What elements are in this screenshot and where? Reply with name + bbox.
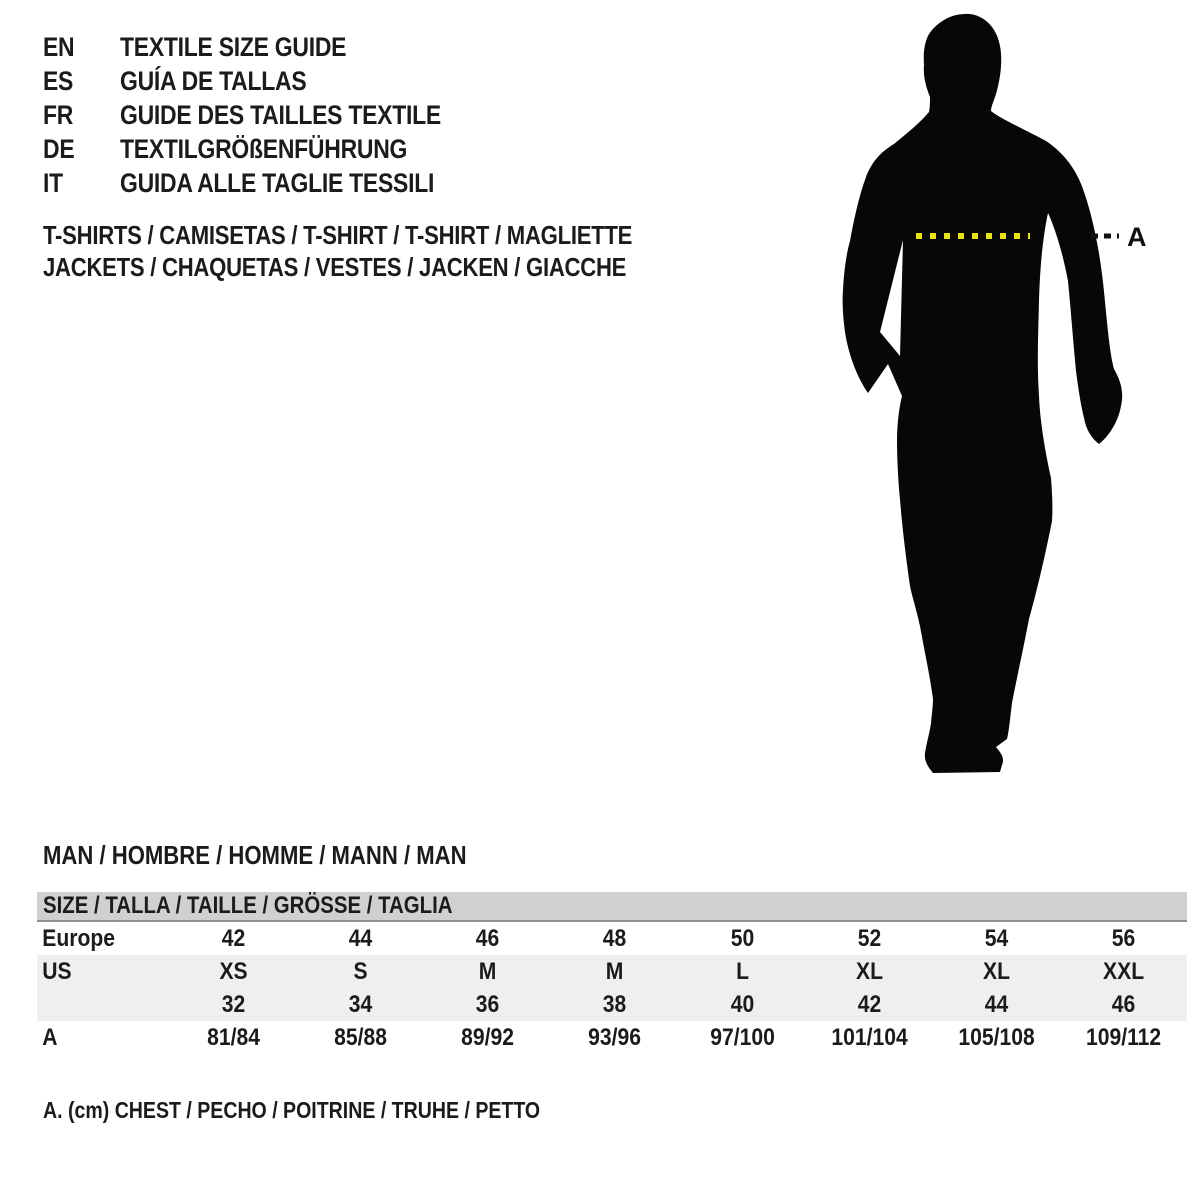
size-cell: 44 [984,990,1009,1018]
size-cell: L [735,957,749,985]
size-cell: 89/92 [461,1023,515,1051]
man-silhouette [840,0,1160,790]
language-list [43,30,498,200]
size-cell: XS [219,957,248,985]
size-cell: 101/104 [831,1023,908,1051]
size-table-header: SIZE / TALLA / TAILLE / GRÖSSE / TAGLIA [37,892,1187,922]
size-cell: S [353,957,368,985]
language-title: GUÍA DE TALLAS [120,66,307,96]
language-code: FR [43,100,74,130]
table-row-numeric [37,988,1187,1021]
language-code: IT [43,168,63,198]
size-cell: 97/100 [709,1023,775,1051]
size-cell: 38 [603,990,627,1018]
size-cell: 85/88 [334,1023,388,1051]
garment-categories [43,219,736,283]
table-row-chest [37,1021,1187,1054]
measurement-figure [840,0,1160,790]
category-line-tshirts: T-SHIRTS / CAMISETAS / T-SHIRT / T-SHIRT / MAGLIETTE [43,220,633,250]
language-title: GUIDE DES TAILLES TEXTILE [120,100,441,130]
size-cell: 81/84 [207,1023,260,1051]
size-cell: M [479,957,497,985]
size-cell: 32 [221,990,246,1018]
size-cell: 93/96 [588,1023,642,1051]
size-cell: 46 [1111,990,1136,1018]
measurement-note: A. (cm) CHEST / PECHO / POITRINE / TRUHE / PETTO [43,1097,541,1123]
category-line-jackets: JACKETS / CHAQUETAS / VESTES / JACKEN / GIACCHE [43,252,627,282]
size-table [37,892,1187,1054]
man-silhouette-shape [843,14,1123,773]
table-row-us [37,955,1187,988]
table-row-europe [37,922,1187,955]
size-cell: 44 [348,924,373,952]
size-cell: 105/108 [958,1023,1035,1051]
size-cell: 46 [476,924,500,952]
section-title-man: MAN / HOMBRE / HOMME / MANN / MAN [43,840,467,870]
size-cell: 52 [857,924,881,952]
size-cell: XL [855,957,883,985]
size-cell: 36 [476,990,500,1018]
size-cell: 56 [1111,924,1136,952]
language-code: EN [43,32,75,62]
row-label: US [42,957,72,985]
size-cell: 42 [857,990,881,1018]
size-cell: M [606,957,624,985]
size-cell: 34 [348,990,373,1018]
language-title: TEXTILGRÖßENFÜHRUNG [120,134,408,164]
size-cell: 40 [730,990,754,1018]
row-label: Europe [42,924,116,952]
language-code: ES [43,66,74,96]
size-cell: 50 [730,924,754,952]
size-cell: XL [982,957,1010,985]
size-cell: 109/112 [1085,1023,1162,1051]
size-cell: 42 [221,924,246,952]
marker-label-a: A [1127,222,1147,252]
language-title: TEXTILE SIZE GUIDE [120,32,347,62]
size-cell: 54 [984,924,1009,952]
language-title: GUIDA ALLE TAGLIE TESSILI [120,168,435,198]
size-cell: XXL [1102,957,1144,985]
language-code: DE [43,134,75,164]
row-label: A [42,1023,58,1051]
size-cell: 48 [603,924,627,952]
